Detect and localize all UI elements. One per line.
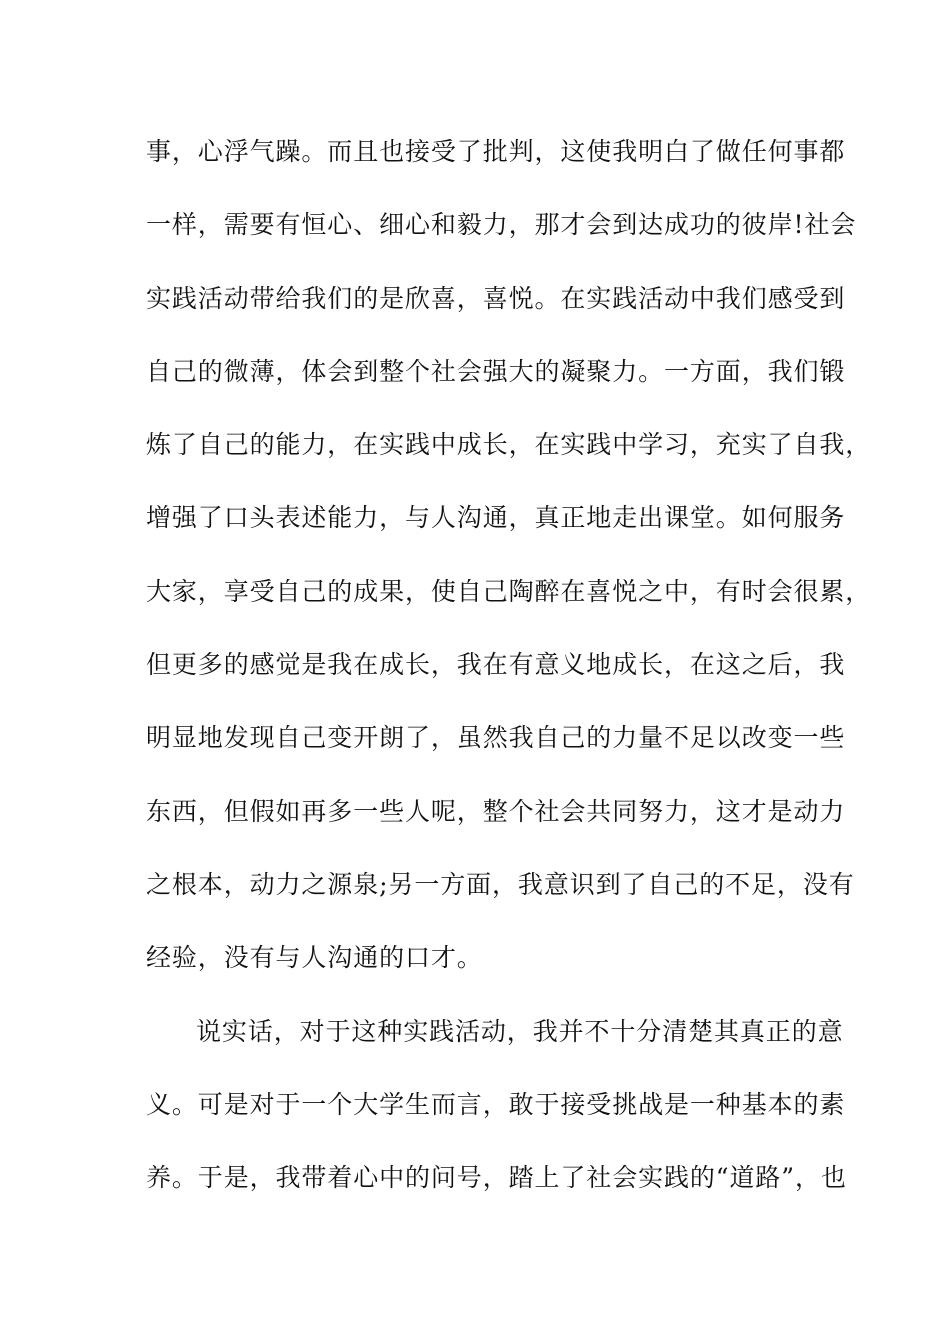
text-line: 事，心浮气躁。而且也接受了批判，这使我明白了做任何事都 [146, 137, 846, 166]
text-line: 经验，没有与人沟通的口才。 [146, 943, 483, 973]
text-line: 养。于是，我带着心中的问号，踏上了社会实践的“道路”，也 [146, 1163, 847, 1193]
text-line: 大家，享受自己的成果，使自己陶醉在喜悦之中，有时会很累， [146, 576, 872, 606]
text-line: 但更多的感觉是我在成长，我在有意义地成长，在这之后，我 [146, 650, 846, 680]
text-line: 一样，需要有恒心、细心和毅力，那才会到达成功的彼岸!社会 [146, 210, 857, 240]
text-line: 明显地发现自己变开朗了，虽然我自己的力量不足以改变一些 [146, 723, 846, 753]
text-line: 义。可是对于一个大学生而言，敢于接受挑战是一种基本的素 [146, 1089, 846, 1119]
text-line: 炼了自己的能力，在实践中成长，在实践中学习，充实了自我， [146, 430, 872, 460]
text-line: 东西，但假如再多一些人呢，整个社会共同努力，这才是动力 [146, 796, 846, 826]
text-line: 增强了口头表述能力，与人沟通，真正地走出课堂。如何服务 [146, 503, 846, 533]
text-line: 之根本，动力之源泉;另一方面，我意识到了自己的不足，没有 [146, 869, 855, 899]
text-line: 自己的微薄，体会到整个社会强大的凝聚力。一方面，我们锻 [146, 356, 846, 386]
paragraph-start-line: 说实话，对于这种实践活动，我并不十分清楚其真正的意 [196, 1016, 844, 1046]
body-text [146, 128, 872, 1227]
text-line: 实践活动带给我们的是欣喜，喜悦。在实践活动中我们感受到 [146, 283, 846, 313]
